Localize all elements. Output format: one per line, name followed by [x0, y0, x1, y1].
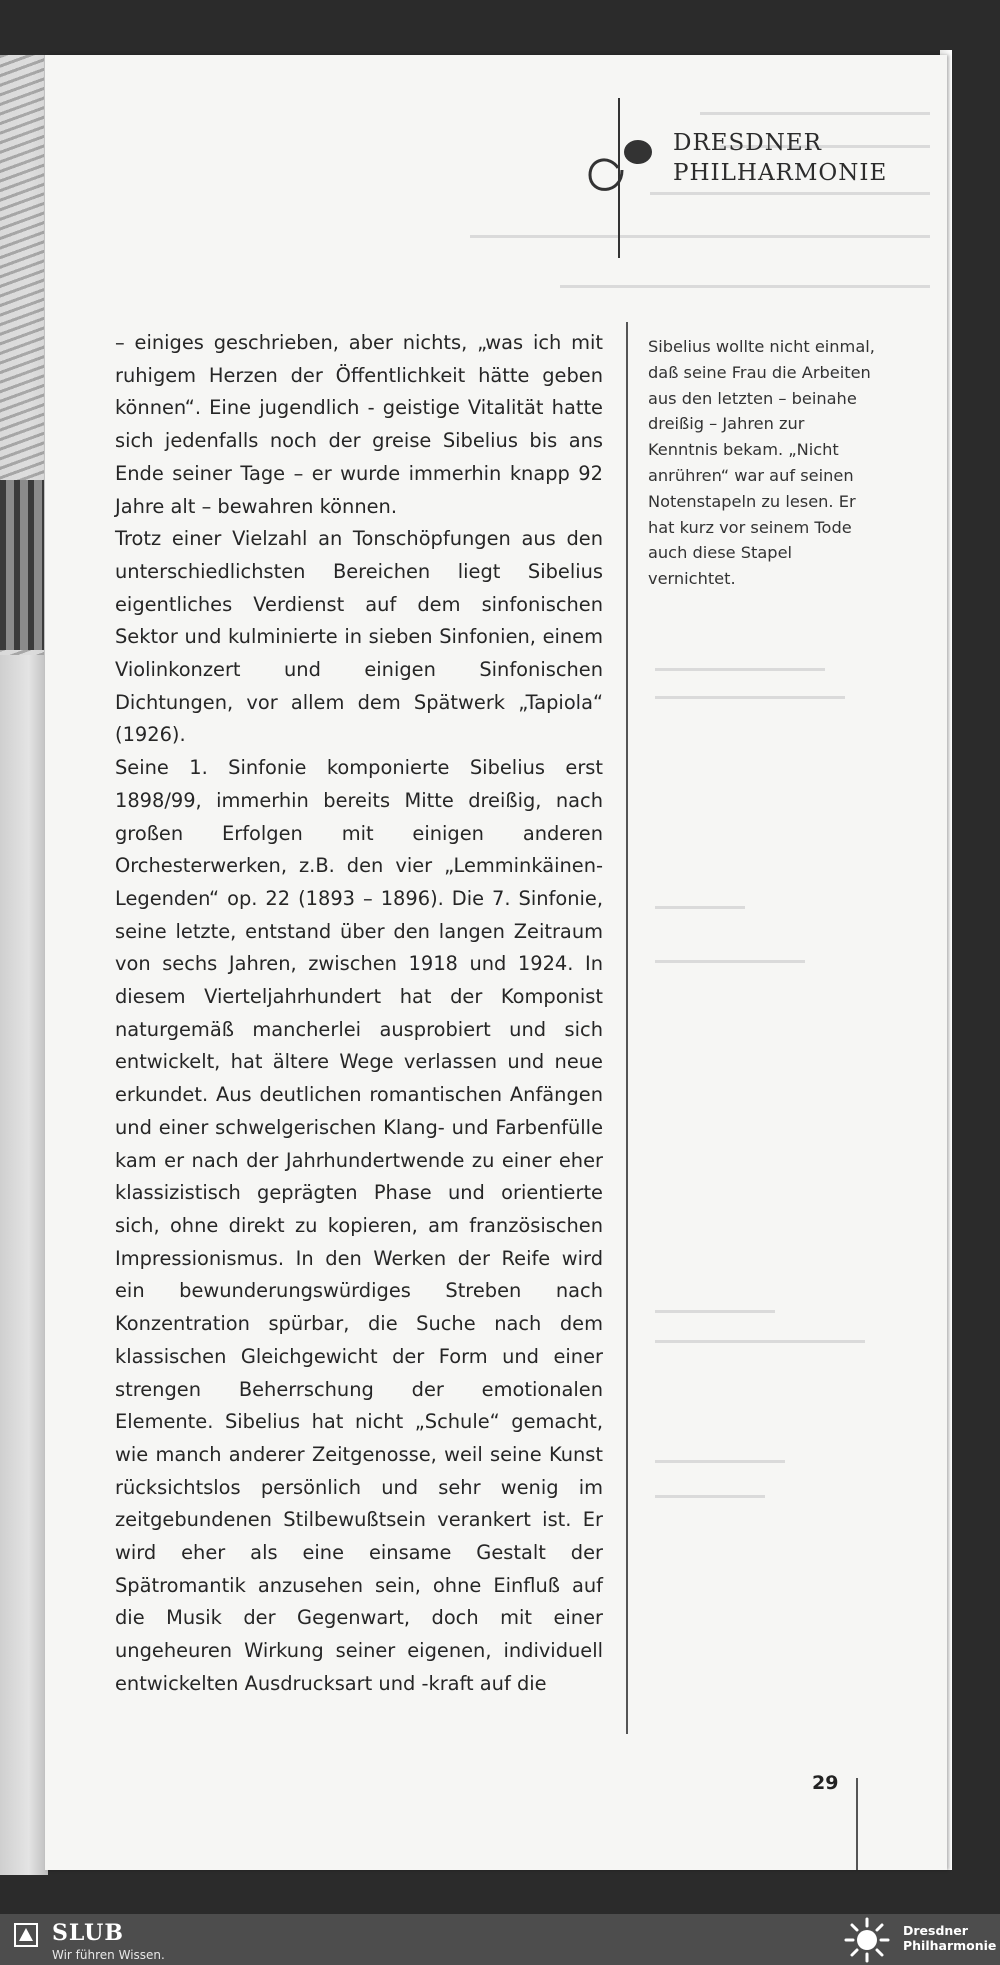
show-through-line: [655, 1310, 775, 1313]
footer-bar: [0, 1914, 1000, 1965]
logo-wordmark: [673, 128, 887, 188]
show-through-line: [655, 960, 805, 963]
sidebar-note: Sibelius wollte nicht einmal, daß seine Frau die Arbeiten aus den letzten – beinahe dreißig – Jahren zur Kenntnis bekam. „Nicht anrühren“ war auf seinen Notenstapeln zu lesen. Er hat kurz vor seinem Tode auch diese Stapel vernichtet.: [648, 337, 875, 589]
paragraph-2: Trotz einer Vielzahl an Tonschöpfungen aus den unterschiedlichsten Bereichen liegt Sibelius eigentliches Verdienst auf dem sinfonischen Sektor und kulminierte in sieben Sinfonien, einem Violinkonzert und einigen Sinfonischen Dichtungen, vor allem dem Spätwerk „Tapiola“ (1926).: [115, 527, 603, 747]
main-text-column: [115, 327, 603, 1701]
show-through-line: [655, 668, 825, 671]
library-tagline: Wir führen Wissen.: [52, 1948, 165, 1962]
show-through-line: [655, 1495, 765, 1498]
partner-name: [903, 1923, 996, 1953]
sunburst-logo-icon: [842, 1915, 892, 1965]
page-number: 29: [812, 1772, 839, 1794]
show-through-line: [560, 285, 930, 288]
show-through-line: [655, 1340, 865, 1343]
show-through-line: [655, 696, 845, 699]
partner-line-1: Dresdner: [903, 1923, 968, 1938]
paragraph-1: – einiges geschrieben, aber nichts, „was ich mit ruhigem Herzen der Öffentlichkeit hätte geben können“. Eine jugendlich - geistige Vitalität hatte sich jedenfalls noch der greise Sibelius bis ans Ende seiner Tage – er wurde immerhin knapp 92 Jahre alt – bewahren können.: [115, 331, 603, 518]
column-divider: [626, 322, 628, 1734]
paragraph-3: Seine 1. Sinfonie komponierte Sibelius erst 1898/99, immerhin bereits Mitte dreißig, nach großen Erfolgen mit einigen anderen Orchesterwerken, z.B. den vier „Lemminkäinen-Legenden“ op. 22 (1893 – 1896). Die 7. Sinfonie, seine letzte, entstand über den langen Zeitraum von sechs Jahren, zwischen 1918 und 1924. In diesem Vierteljahrhundert hat der Komponist naturgemäß mancherlei ausprobiert und sich entwickelt, hat ältere Wege verlassen und neue erkundet. Aus deutlichen romantischen Anfängen und einer schwelgerischen Klang- und Farbenfülle kam er nach der Jahrhundertwende zu einer eher klassizistisch geprägten Phase und orientierte sich, ohne direkt zu kopieren, am französischen Impressionismus. In den Werken der Reife wird ein bewunderungswürdiges Streben nach Konzentration spürbar, die Suche nach dem klassischen Gleichgewicht der Form und einer strengen Beherrschung der emotionalen Elemente. Sibelius hat nicht „Schule“ gemacht, wie manch anderer Zeitgenosse, weil seine Kunst rücksichtslos persönlich und sehr wenig im zeitgebundenen Stilbewußtsein verankert ist. Er wird eher als eine einsame Gestalt der Spätromantik anzusehen sein, ohne Einfluß auf die Musik der Gegenwart, doch mit einer ungeheuren Wirkung seiner eigenen, individuell entwickelten Ausdrucksart und -kraft auf die: [115, 756, 603, 1695]
adjacent-page-photo-dark: [0, 480, 44, 650]
logo-line-1: DRESDNER: [673, 130, 822, 156]
show-through-line: [655, 1460, 785, 1463]
show-through-line: [650, 192, 930, 195]
philharmonie-logo-icon: [582, 120, 662, 200]
show-through-line: [470, 235, 930, 238]
slub-logo-icon: [14, 1923, 38, 1947]
page-number-rule: [856, 1778, 858, 1870]
logo-line-2: PHILHARMONIE: [673, 160, 888, 186]
library-name: SLUB: [52, 1920, 124, 1946]
partner-line-2: Philharmonie: [903, 1938, 997, 1953]
show-through-line: [700, 112, 930, 115]
show-through-line: [655, 906, 745, 909]
